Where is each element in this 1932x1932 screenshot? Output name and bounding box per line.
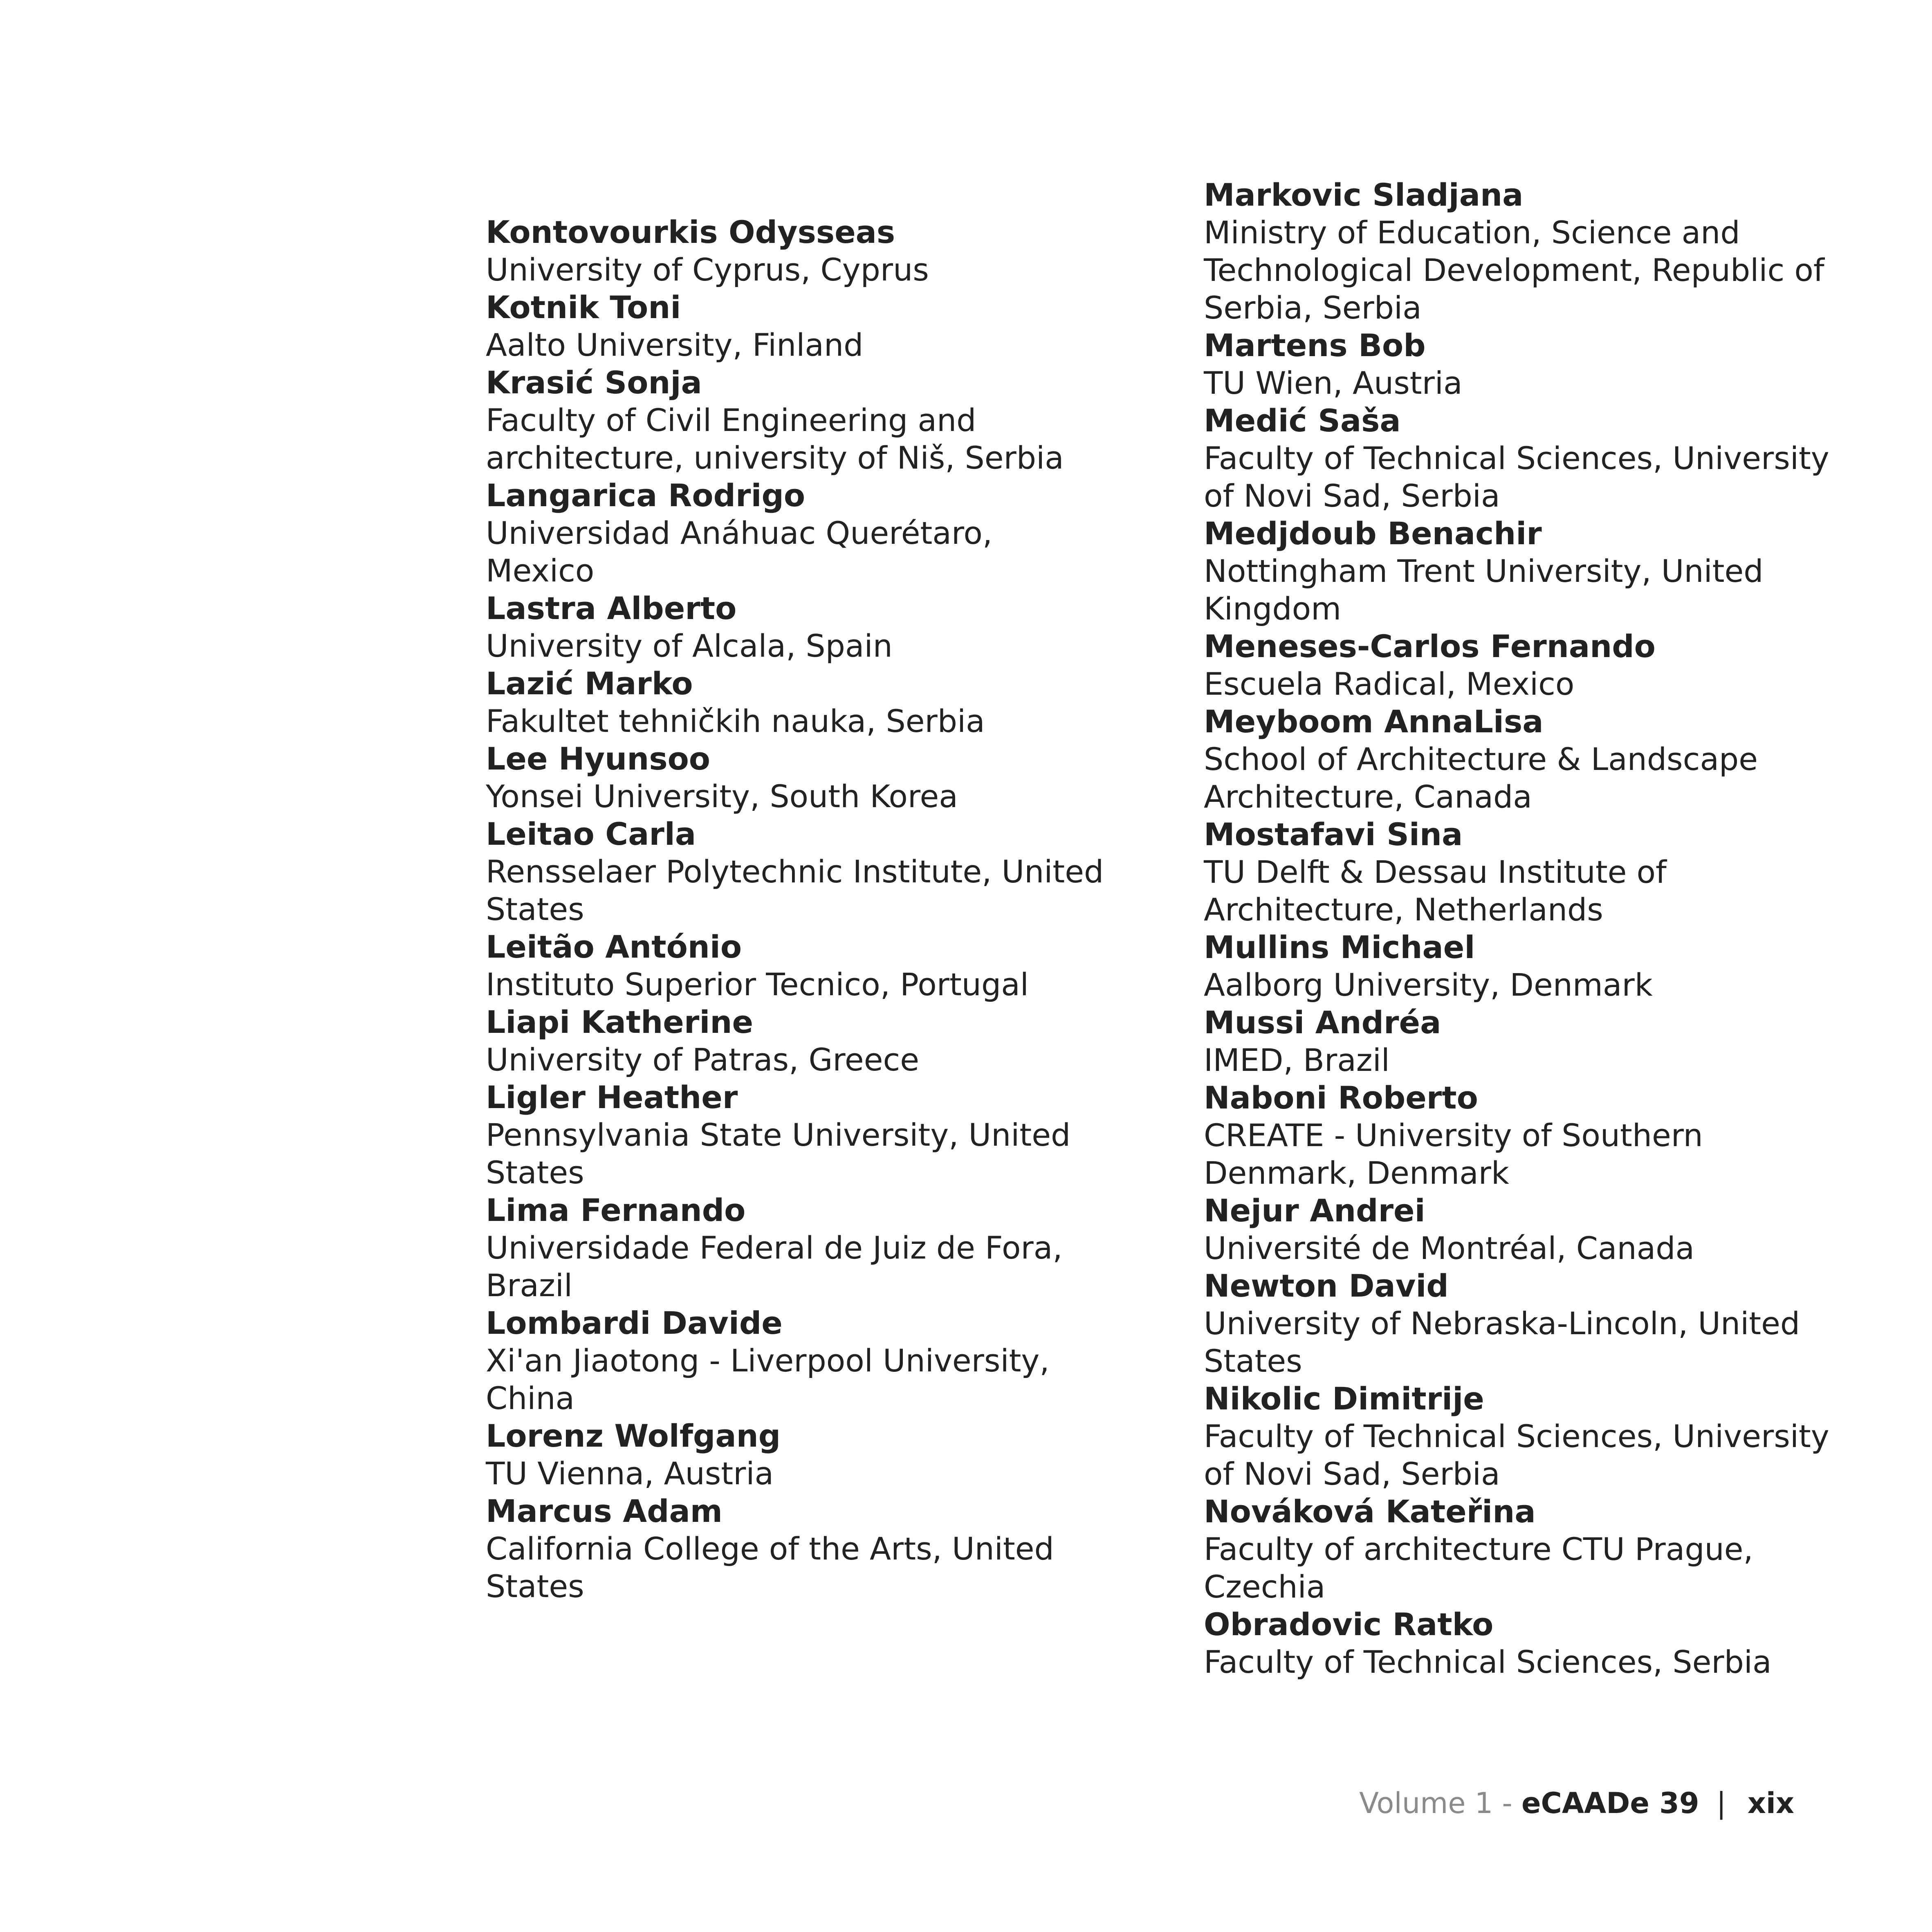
committee-entry	[1204, 703, 1858, 816]
member-affiliation: Pennsylvania State University, United States	[486, 1117, 1071, 1191]
member-name: Lee Hyunsoo	[486, 740, 710, 777]
footer-conference: eCAADe 39	[1521, 1786, 1699, 1820]
member-name: Lazić Marko	[486, 665, 693, 702]
committee-entry	[1204, 1493, 1858, 1606]
member-name: Krasić Sonja	[486, 364, 702, 401]
member-name: Kotnik Toni	[486, 289, 681, 325]
left-column	[486, 213, 1107, 1605]
member-name: Nejur Andrei	[1204, 1192, 1425, 1229]
member-affiliation: University of Alcala, Spain	[486, 628, 893, 664]
footer-separator: |	[1716, 1786, 1726, 1820]
footer-volume: Volume 1 -	[1359, 1786, 1512, 1820]
committee-entry	[1204, 515, 1858, 628]
committee-entry	[1204, 327, 1858, 402]
committee-entry	[486, 1417, 1107, 1492]
committee-entry	[1204, 1380, 1858, 1493]
member-affiliation: Université de Montréal, Canada	[1204, 1230, 1695, 1266]
committee-entry	[486, 1304, 1107, 1417]
member-name: Mullins Michael	[1204, 929, 1475, 965]
member-affiliation: California College of the Arts, United States	[486, 1530, 1054, 1604]
member-name: Medjdoub Benachir	[1204, 515, 1542, 552]
committee-entry	[486, 213, 1107, 289]
member-affiliation: Faculty of Technical Sciences, University of Novi Sad, Serbia	[1204, 440, 1829, 514]
committee-entry	[1204, 816, 1858, 929]
member-name: Leitao Carla	[486, 816, 696, 852]
member-affiliation: Faculty of architecture CTU Prague, Czechia	[1204, 1531, 1753, 1605]
committee-entry	[1204, 176, 1858, 327]
member-affiliation: CREATE - University of Southern Denmark, Denmark	[1204, 1117, 1703, 1191]
committee-entry	[1204, 1267, 1858, 1380]
committee-entry	[486, 1079, 1107, 1192]
member-affiliation: Rensselaer Polytechnic Institute, United States	[486, 853, 1104, 927]
committee-entry	[1204, 402, 1858, 515]
committee-entry	[486, 665, 1107, 740]
member-name: Lima Fernando	[486, 1192, 746, 1228]
committee-entry	[486, 815, 1107, 928]
member-name: Leitão António	[486, 929, 742, 965]
member-affiliation: School of Architecture & Landscape Architecture, Canada	[1204, 741, 1758, 815]
member-name: Langarica Rodrigo	[486, 477, 806, 514]
member-name: Marcus Adam	[486, 1493, 723, 1529]
committee-entry	[486, 1003, 1107, 1079]
member-name: Naboni Roberto	[1204, 1079, 1478, 1116]
member-name: Obradovic Ratko	[1204, 1606, 1494, 1643]
committee-entry	[1204, 1004, 1858, 1079]
right-column	[1204, 176, 1858, 1681]
member-name: Meyboom AnnaLisa	[1204, 703, 1544, 740]
page-footer	[1359, 1785, 1794, 1822]
member-name: Markovic Sladjana	[1204, 177, 1524, 213]
member-name: Mostafavi Sina	[1204, 816, 1463, 853]
member-name: Newton David	[1204, 1268, 1449, 1304]
member-name: Lombardi Davide	[486, 1305, 783, 1341]
member-affiliation: Aalto University, Finland	[486, 327, 864, 363]
member-affiliation: Escuela Radical, Mexico	[1204, 666, 1575, 702]
committee-entry	[486, 477, 1107, 590]
member-affiliation: Xi'an Jiaotong - Liverpool University, China	[486, 1342, 1050, 1416]
committee-entry	[486, 928, 1107, 1003]
member-name: Medić Saša	[1204, 402, 1401, 439]
member-affiliation: University of Cyprus, Cyprus	[486, 251, 929, 288]
member-affiliation: Aalborg University, Denmark	[1204, 967, 1653, 1003]
member-name: Nikolic Dimitrije	[1204, 1380, 1484, 1417]
member-affiliation: Instituto Superior Tecnico, Portugal	[486, 966, 1029, 1003]
committee-entry	[1204, 628, 1858, 703]
member-name: Liapi Katherine	[486, 1004, 754, 1040]
committee-entry	[1204, 929, 1858, 1004]
committee-entry	[486, 364, 1107, 477]
member-name: Mussi Andréa	[1204, 1004, 1441, 1041]
member-affiliation: Universidad Anáhuac Querétaro, Mexico	[486, 515, 993, 589]
committee-entry	[486, 1492, 1107, 1605]
member-affiliation: Ministry of Education, Science and Technological Development, Republic of Serbia, Serbia	[1204, 214, 1824, 326]
member-name: Kontovourkis Odysseas	[486, 214, 895, 250]
member-affiliation: Faculty of Technical Sciences, Serbia	[1204, 1644, 1772, 1680]
committee-entry	[486, 289, 1107, 364]
member-affiliation: IMED, Brazil	[1204, 1042, 1390, 1078]
committee-entry	[1204, 1606, 1858, 1681]
member-affiliation: University of Patras, Greece	[486, 1041, 919, 1078]
member-name: Lastra Alberto	[486, 590, 737, 626]
committee-entry	[486, 1192, 1107, 1304]
member-affiliation: Fakultet tehničkih nauka, Serbia	[486, 703, 985, 739]
committee-entry	[1204, 1079, 1858, 1192]
committee-entry	[486, 740, 1107, 815]
member-name: Ligler Heather	[486, 1079, 738, 1115]
member-affiliation: Universidade Federal de Juiz de Fora, Brazil	[486, 1230, 1063, 1304]
member-name: Nováková Kateřina	[1204, 1493, 1536, 1530]
member-name: Lorenz Wolfgang	[486, 1418, 781, 1454]
member-affiliation: Nottingham Trent University, United Kingdom	[1204, 553, 1764, 627]
member-affiliation: Yonsei University, South Korea	[486, 778, 958, 815]
committee-entry	[486, 590, 1107, 665]
member-affiliation: TU Vienna, Austria	[486, 1455, 774, 1492]
member-name: Martens Bob	[1204, 327, 1426, 364]
member-name: Meneses-Carlos Fernando	[1204, 628, 1656, 664]
member-affiliation: Faculty of Civil Engineering and architecture, university of Niš, Serbia	[486, 402, 1064, 476]
member-affiliation: Faculty of Technical Sciences, University of Novi Sad, Serbia	[1204, 1418, 1829, 1492]
footer-page-number: xix	[1747, 1786, 1794, 1820]
member-affiliation: TU Wien, Austria	[1204, 365, 1463, 401]
member-affiliation: TU Delft & Dessau Institute of Architecture, Netherlands	[1204, 854, 1667, 928]
committee-entry	[1204, 1192, 1858, 1267]
member-affiliation: University of Nebraska-Lincoln, United States	[1204, 1305, 1800, 1379]
